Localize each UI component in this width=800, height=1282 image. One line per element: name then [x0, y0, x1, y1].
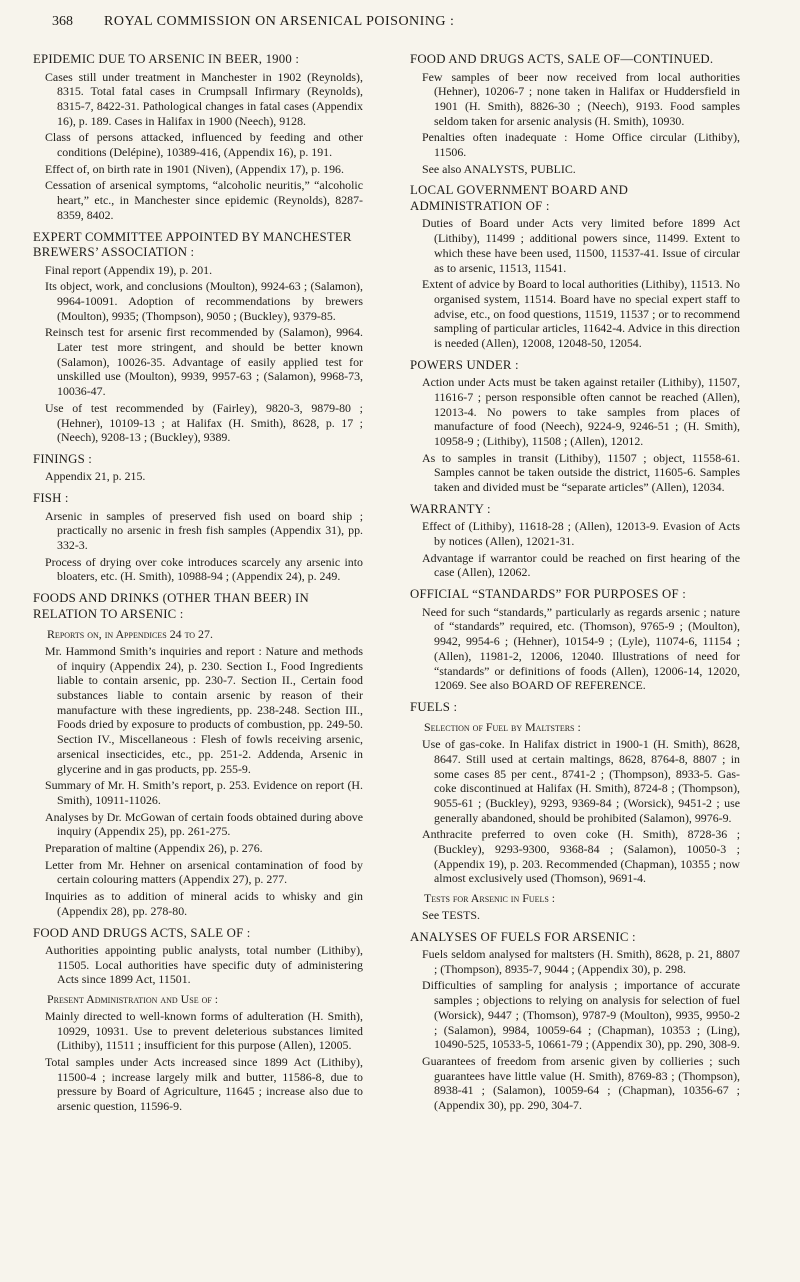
index-entry: Final report (Appendix 19), p. 201.	[45, 262, 213, 277]
index-entry: Need for such “standards,” particularly as regards arsenic ; nature of “standards” required, etc. (Thomson), 9765-9 ; (Moulton), 9942, 9954-6 ; (Hehner), 10154-9 ; (Lyle), 11074-6, 11154 ; (Allen), 11981-2, 12006, 12040. Illustrations of need for “standards” or definitions of foods (Allen), 12006-14, 12020, 12069. See also BOARD OF REFERENCE.	[422, 604, 740, 693]
index-entry: Advantage if warrantor could be reached on first hearing of the case (Allen), 12062.	[422, 550, 740, 580]
index-entry: Reinsch test for arsenic first recommended by (Salamon), 9964. Later test more stringent, and should be better known (Salamon), 10026-35. Advantage of easily applied test for unskilled use (Moulton), 9939, 9957-63 ; (Salamon), 9968-73, 10036-47.	[45, 325, 363, 399]
index-entry: Authorities appointing public analysts, total number (Lithiby), 11505. Local authorities have specific duty of administering Acts since 1899 Act, 11501.	[45, 943, 363, 987]
index-entry: Anthracite preferred to oven coke (H. Smith), 8728-36 ; (Buckley), 9293-9300, 9368-84 ; (Salamon), 10050-3 ; (Appendix 19), p. 203. Recommended (Chapman), 10355 ; now almost exclusively used (Thomson), 9691-4.	[422, 827, 740, 886]
index-entry: Mainly directed to well-known forms of adulteration (H. Smith), 10929, 10931. Use to prevent deleterious substances limited (Lithiby), 11511 ; insufficient for this purpose (Allen), 12005.	[45, 1008, 363, 1053]
section-heading: OFFICIAL “STANDARDS” FOR PURPOSES OF :	[410, 587, 686, 602]
index-entry: Action under Acts must be taken against retailer (Lithiby), 11507, 11616-7 ; person responsible often cannot be reached (Allen), 12013-4. No powers to take samples from places of manufacture of food (Neech), 9224-9, 9246-51 ; (H. Smith), 10958-9 ; (Lithiby), 11508 ; (Allen), 12012.	[422, 375, 740, 449]
section-heading: FOOD AND DRUGS ACTS, SALE OF :	[33, 925, 251, 940]
section-heading: FUELS :	[410, 699, 458, 714]
index-entry: Difficulties of sampling for analysis ; importance of accurate samples ; objections to relying on analysis for selection of fuel (Worsick), 9447 ; (Thomson), 9787-9 (Moulton), 9935, 9950-2 ; (Salamon), 9984, 10059-64 ; (Chapman), 10353 ; (Ling), 10490-525, 10533-5, 10661-79 ; (Appendix 30), pp. 290, 308-9.	[422, 978, 740, 1052]
index-entry: Effect of, on birth rate in 1901 (Niven), (Appendix 17), p. 196.	[45, 161, 344, 176]
index-entry: Cessation of arsenical symptoms, “alcoholic neuritis,” “alcoholic heart,” etc., in Manchester since epidemic (Reynolds), 8287-8359, 8402.	[45, 178, 363, 222]
index-entry: Mr. Hammond Smith’s inquiries and report : Nature and methods of inquiry (Appendix 24), p. 230. Section I., Food Ingredients liable to contain arsenic, pp. 230-7. Section II., Certain food substances liable to contain arsenic by reason of their manufacture with these ingredients, pp. 238-248. Section III., Foods dried by exposure to products of combustion, pp. 249-50. Section IV., Miscellaneous : Flesh of fowls receiving arsenic, arsenical insecticides, etc., pp. 251-2. Addenda, Arsenic in glycerine and in gas products, pp. 255-9.	[45, 643, 363, 776]
index-entry: Few samples of beer now received from local authorities (Hehner), 10206-7 ; none taken in Halifax or Huddersfield in 1901 (H. Smith), 8826-30 ; (Neech), 9193. Food samples seldom taken for arsenic analysis (H. Smith), 10930.	[422, 69, 740, 128]
subsection-heading: Reports on, in Appendices 24 to 27.	[47, 627, 213, 642]
index-entry: Guarantees of freedom from arsenic given by collieries ; such guarantees have little value (H. Smith), 8769-83 ; (Thompson), 8938-41 ; (Salamon), 10059-64 ; (Chapman), 10356-67 ; (Appendix 30), pp. 290, 304-7.	[422, 1053, 740, 1113]
index-entry: As to samples in transit (Lithiby), 11507 ; object, 11558-61. Samples cannot be taken outside the district, 11605-6. Samples taken and divided must be “separate articles” (Allen), 12034.	[422, 450, 740, 495]
index-entry: Use of gas-coke. In Halifax district in 1900-1 (H. Smith), 8628, 8647. Still used at certain maltings, 8628, 8764-8, 8807 ; in some cases 85 per cent., 8741-2 ; (Thompson), 8933-5. Gas-coke discontinued at Halifax (H. Smith), 8724-8 ; (Thompson), 9055-61 ; (Buckley), 9293, 9369-84 ; (Worsick), 9451-2 ; use generally abandoned, should be prohibited (Salamon), 9976-9.	[422, 737, 740, 825]
index-entry: Analyses by Dr. McGowan of certain foods obtained during above inquiry (Appendix 25), pp. 261-275.	[45, 809, 363, 839]
subsection-heading: Present Administration and Use of :	[47, 992, 219, 1007]
index-entry: Letter from Mr. Hehner on arsenical contamination of food by certain colouring matters (Appendix 27), p. 277.	[45, 857, 363, 887]
section-heading: EXPERT COMMITTEE APPOINTED BY MANCHESTER BREWERS’ ASSOCIATION :	[33, 229, 352, 260]
section-heading: ANALYSES OF FUELS FOR ARSENIC :	[410, 929, 636, 944]
index-entry: Summary of Mr. H. Smith’s report, p. 253. Evidence on report (H. Smith), 10911-11026.	[45, 778, 363, 807]
index-entry: Penalties often inadequate : Home Office circular (Lithiby), 11506.	[422, 130, 740, 160]
index-entry: Arsenic in samples of preserved fish used on board ship ; practically no arsenic in fresh fish samples (Appendix 31), pp. 332-3.	[45, 508, 363, 553]
page-header	[0, 14, 800, 38]
section-heading: FISH :	[33, 491, 69, 506]
index-entry: Use of test recommended by (Fairley), 9820-3, 9879-80 ; (Hehner), 10109-13 ; at Halifax (H. Smith), 8628, p. 17 ; (Neech), 9208-13 ; (Buckley), 9389.	[45, 400, 363, 445]
section-heading: LOCAL GOVERNMENT BOARD AND ADMINISTRATION OF :	[410, 183, 629, 213]
index-entry: Effect of (Lithiby), 11618-28 ; (Allen), 12013-9. Evasion of Acts by notices (Allen), 12021-31.	[422, 519, 740, 549]
section-heading: WARRANTY :	[410, 501, 491, 516]
running-title: ROYAL COMMISSION ON ARSENICAL POISONING :	[104, 14, 455, 29]
section-heading: FININGS :	[33, 451, 93, 466]
index-entry: Process of drying over coke introduces scarcely any arsenic into bloaters, etc. (H. Smith), 10988-94 ; (Appendix 24), p. 249.	[45, 554, 363, 584]
right-column	[410, 52, 740, 1115]
section-heading: EPIDEMIC DUE TO ARSENIC IN BEER, 1900 :	[33, 52, 300, 66]
index-entry: Duties of Board under Acts very limited before 1899 Act (Lithiby), 11499 ; additional powers since, 11499. Extent to which these have been used, 11500, 11537-41. Issue of circular as to arsenic, 11513, 11541.	[422, 216, 740, 275]
subsection-heading: Selection of Fuel by Maltsters :	[424, 720, 581, 735]
index-entry: Inquiries as to addition of mineral acids to whisky and gin (Appendix 28), pp. 278-80.	[45, 889, 363, 918]
section-heading: POWERS UNDER :	[410, 357, 519, 372]
index-entry: Its object, work, and conclusions (Moulton), 9924-63 ; (Salamon), 9964-10091. Adoption of recommendations by brewers (Moulton), 9935; (Thompson), 9050 ; (Buckley), 9379-85.	[45, 279, 363, 323]
index-entry: Total samples under Acts increased since 1899 Act (Lithiby), 11500-4 ; increase largely milk and butter, 11586-8, due to pressure by Board of Agriculture, 11645 ; increase also due to arsenic question, 11596-9.	[45, 1054, 363, 1114]
index-entry: See TESTS.	[422, 907, 480, 922]
index-entry: Preparation of maltine (Appendix 26), p. 276.	[45, 841, 263, 856]
index-entry: Class of persons attacked, influenced by feeding and other conditions (Delépine), 10389-416, (Appendix 16), p. 191.	[45, 130, 363, 160]
index-entry: Fuels seldom analysed for maltsters (H. Smith), 8628, p. 21, 8807 ; (Thompson), 8935-7, 9044 ; (Appendix 30), p. 298.	[422, 947, 740, 976]
index-entry: Extent of advice by Board to local authorities (Lithiby), 11513. No organised system, 11514. Board have no special expert staff to advise, etc., on food questions, 11519, 11537 ; or to recommend sampling of particular articles, 11642-4. Advice in this direction is needed (Allen), 12008, 12048-50, 12054.	[422, 277, 740, 351]
page-number: 368	[52, 14, 73, 29]
index-entry: See also ANALYSTS, PUBLIC.	[422, 161, 576, 176]
left-column	[33, 52, 363, 1116]
index-entry: Appendix 21, p. 215.	[45, 469, 146, 484]
section-heading: FOOD AND DRUGS ACTS, SALE OF—CONTINUED.	[410, 52, 714, 66]
section-heading: FOODS AND DRINKS (OTHER THAN BEER) IN RELATION TO ARSENIC :	[33, 591, 309, 621]
subsection-heading: Tests for Arsenic in Fuels :	[424, 891, 556, 906]
index-entry: Cases still under treatment in Manchester in 1902 (Reynolds), 8315. Total fatal cases in Crumpsall Infirmary (Reynolds), 8315-7, 8422-31. Pathological changes in fatal cases (Appendix 16), p. 189. Cases in Halifax in 1900 (Neech), 9128.	[45, 69, 363, 128]
